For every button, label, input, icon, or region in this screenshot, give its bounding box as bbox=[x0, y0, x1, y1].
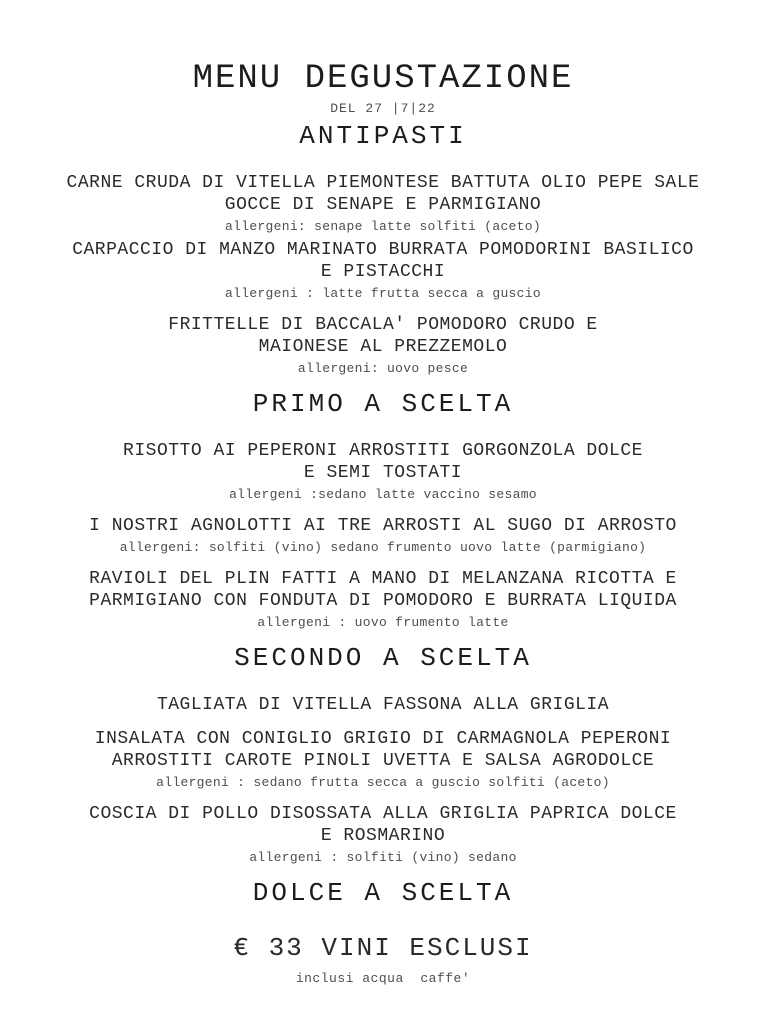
menu-item-tagliata bbox=[0, 694, 766, 716]
dish-line: RISOTTO AI PEPERONI ARROSTITI GORGONZOLA DOLCE bbox=[123, 441, 643, 461]
allergens-note: allergeni: uovo pesce bbox=[297, 361, 469, 376]
menu-item-coscia-pollo bbox=[0, 803, 766, 866]
allergens-note: allergeni : latte frutta secca a guscio bbox=[225, 286, 541, 301]
menu-title: MENU DEGUSTAZIONE bbox=[192, 60, 574, 98]
dish-line: RAVIOLI DEL PLIN FATTI A MANO DI MELANZANA RICOTTA E bbox=[89, 569, 677, 589]
menu-item-carne-cruda bbox=[0, 172, 766, 235]
section-heading-antipasti: ANTIPASTI bbox=[299, 121, 467, 151]
included-note: inclusi acqua caffe' bbox=[295, 971, 471, 986]
dish-line: E SEMI TOSTATI bbox=[303, 463, 463, 483]
dish-line: PARMIGIANO CON FONDUTA DI POMODORO E BURRATA LIQUIDA bbox=[89, 591, 677, 611]
menu-item-agnolotti bbox=[0, 515, 766, 556]
allergens-note: allergeni :sedano latte vaccino sesamo bbox=[229, 487, 537, 502]
menu-date: DEL 27 |7|22 bbox=[330, 101, 436, 116]
allergens-note: allergeni: senape latte solfiti (aceto) bbox=[225, 219, 541, 234]
allergens-note: allergeni : solfiti (vino) sedano bbox=[249, 850, 517, 865]
dish-line: CARNE CRUDA DI VITELLA PIEMONTESE BATTUTA OLIO PEPE SALE bbox=[66, 173, 700, 193]
allergens-note: allergeni: solfiti (vino) sedano frumento uovo latte (parmigiano) bbox=[119, 540, 647, 555]
allergens-note: allergeni : uovo frumento latte bbox=[257, 615, 509, 630]
section-heading-secondo: SECONDO A SCELTA bbox=[234, 643, 532, 673]
dish-line: I NOSTRI AGNOLOTTI AI TRE ARROSTI AL SUGO DI ARROSTO bbox=[89, 516, 677, 536]
dish-line: CARPACCIO DI MANZO MARINATO BURRATA POMODORINI BASILICO bbox=[72, 240, 694, 260]
menu-item-ravioli bbox=[0, 568, 766, 631]
dish-line: FRITTELLE DI BACCALA' POMODORO CRUDO E bbox=[168, 315, 598, 335]
dish-line: ARROSTITI CAROTE PINOLI UVETTA E SALSA AGRODOLCE bbox=[111, 751, 655, 771]
dish-line: COSCIA DI POLLO DISOSSATA ALLA GRIGLIA PAPRICA DOLCE bbox=[89, 804, 677, 824]
section-heading-primo: PRIMO A SCELTA bbox=[252, 389, 514, 419]
menu-item-risotto bbox=[0, 440, 766, 503]
section-heading-dolce: DOLCE A SCELTA bbox=[252, 878, 514, 908]
menu-item-carpaccio bbox=[0, 239, 766, 302]
dish-line: E ROSMARINO bbox=[320, 826, 446, 846]
dish-line: GOCCE DI SENAPE E PARMIGIANO bbox=[224, 195, 542, 215]
allergens-note: allergeni : sedano frutta secca a guscio solfiti (aceto) bbox=[156, 775, 610, 790]
dish-line: E PISTACCHI bbox=[320, 262, 446, 282]
menu-item-frittelle bbox=[0, 314, 766, 377]
dish-line: TAGLIATA DI VITELLA FASSONA ALLA GRIGLIA bbox=[156, 695, 610, 715]
dish-line: MAIONESE AL PREZZEMOLO bbox=[258, 337, 508, 357]
price-line: € 33 VINI ESCLUSI bbox=[233, 933, 533, 963]
dish-line: INSALATA CON CONIGLIO GRIGIO DI CARMAGNOLA PEPERONI bbox=[94, 729, 672, 749]
menu-item-insalata bbox=[0, 728, 766, 791]
